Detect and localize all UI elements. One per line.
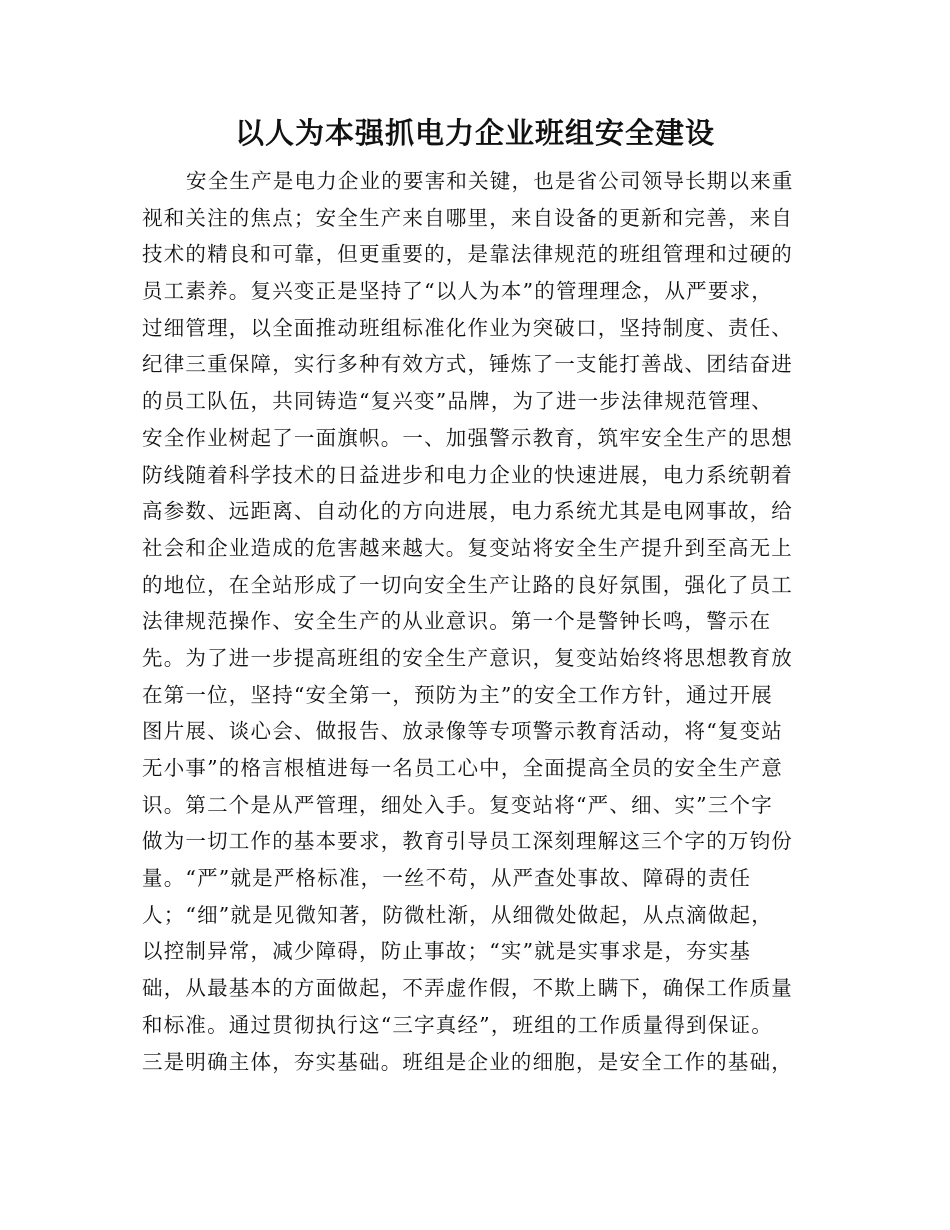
body-line: 技术的精良和可靠，但更重要的，是靠法律规范的班组管理和过硬的 [142,242,793,267]
body-line: 安全作业树起了一面旗帜。一、加强警示教育，筑牢安全生产的思想 [142,425,793,450]
body-line: 纪律三重保障，实行多种有效方式，锤炼了一支能打善战、团结奋进 [142,352,793,377]
body-line: 做为一切工作的基本要求，教育引导员工深刻理解这三个字的万钧份 [142,829,793,854]
body-line: 量。“严”就是严格标准，一丝不苟，从严查处事故、障碍的责任 [142,866,752,891]
body-line: 法律规范操作、安全生产的从业意识。第一个是警钟长鸣，警示在 [142,609,772,634]
document-title: 以人为本强抓电力企业班组安全建设 [234,116,715,150]
body-line: 以控制异常，减少障碍，防止事故；“实”就是实事求是，夯实基 [142,939,752,964]
body-line: 防线随着科学技术的日益进步和电力企业的快速进展，电力系统朝着 [142,462,793,487]
body-line: 在第一位，坚持“安全第一，预防为主”的安全工作方针，通过开展 [142,682,773,707]
body-line: 识。第二个是从严管理，细处入手。复变站将“严、细、实”三个字 [142,792,773,817]
body-line: 人；“细”就是见微知著，防微杜渐，从细微处做起，从点滴做起， [142,902,773,927]
body-line: 社会和企业造成的危害越来越大。复变站将安全生产提升到至高无上 [142,535,793,560]
body-line: 三是明确主体，夯实基础。班组是企业的细胞，是安全工作的基础， [142,1049,793,1074]
body-line: 高参数、远距离、自动化的方向进展，电力系统尤其是电网事故，给 [142,499,793,524]
body-line: 安全生产是电力企业的要害和关键，也是省公司领导长期以来重 [186,169,794,193]
body-line: 员工素养。复兴变正是坚持了“以人为本”的管理理念，从严要求， [142,279,773,304]
body-line: 的地位，在全站形成了一切向安全生产让路的良好氛围，强化了员工 [142,572,793,597]
body-line: 先。为了进一步提高班组的安全生产意识，复变站始终将思想教育放 [142,645,793,670]
body-line: 视和关注的焦点；安全生产来自哪里，来自设备的更新和完善，来自 [142,205,793,230]
body-line: 无小事”的格言根植进每一名员工心中，全面提高全员的安全生产意 [142,756,783,780]
body-line: 和标准。通过贯彻执行这“三字真经”，班组的工作质量得到保证。 [142,1012,773,1037]
document-body [142,163,802,1080]
body-line: 的员工队伍，共同铸造“复兴变”品牌，为了进一步法律规范管理、 [142,389,773,414]
body-line: 过细管理，以全面推动班组标准化作业为突破口，坚持制度、责任、 [142,315,793,340]
body-line: 础，从最基本的方面做起，不弄虚作假，不欺上瞒下，确保工作质量 [142,976,793,1001]
body-line: 图片展、谈心会、做报告、放录像等专项警示教育活动，将“复变站 [142,719,783,744]
